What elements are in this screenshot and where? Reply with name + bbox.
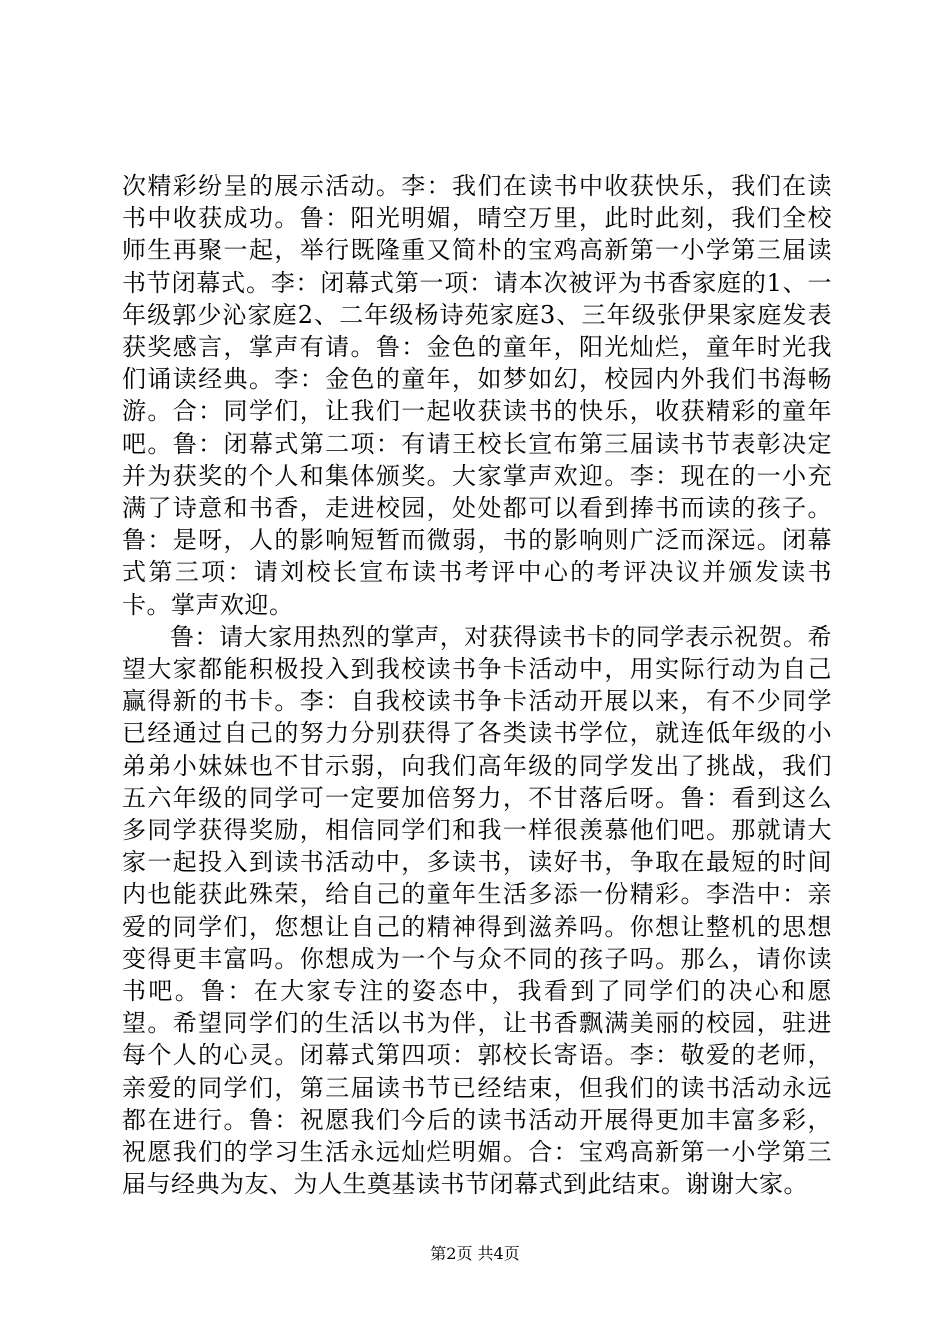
page-number: 第2页 共4页 (430, 1244, 520, 1263)
document-body (122, 170, 832, 1201)
body-paragraph-1: 次精彩纷呈的展示活动。李：我们在读书中收获快乐，我们在读书中收获成功。鲁：阳光明媚，晴空万里，此时此刻，我们全校师生再聚一起，举行既隆重又简朴的宝鸡高新第一小学第三届读书节闭幕式。李：闭幕式第一项：请本次被评为书香家庭的1、一年级郭少沁家庭2、二年级杨诗苑家庭3、三年级张伊果家庭发表获奖感言，掌声有请。鲁：金色的童年，阳光灿烂，童年时光我们诵读经典。李：金色的童年，如梦如幻，校园内外我们书海畅游。合：同学们，让我们一起收获读书的快乐，收获精彩的童年吧。鲁：闭幕式第二项：有请王校长宣布第三届读书节表彰决定并为获奖的个人和集体颁奖。大家掌声欢迎。李：现在的一小充满了诗意和书香，走进校园，处处都可以看到捧书而读的孩子。鲁：是呀，人的影响短暂而微弱，书的影响则广泛而深远。闭幕式第三项：请刘校长宣布读书考评中心的考评决议并颁发读书卡。掌声欢迎。 (122, 172, 832, 619)
body-paragraph-2: 鲁：请大家用热烈的掌声，对获得读书卡的同学表示祝贺。希望大家都能积极投入到我校读书争卡活动中，用实际行动为自己赢得新的书卡。李：自我校读书争卡活动开展以来，有不少同学已经通过自己的努力分别获得了各类读书学位，就连低年级的小弟弟小妹妹也不甘示弱，向我们高年级的同学发出了挑战，我们五六年级的同学可一定要加倍努力，不甘落后呀。鲁：看到这么多同学获得奖励，相信同学们和我一样很羡慕他们吧。那就请大家一起投入到读书活动中，多读书，读好书，争取在最短的时间内也能获此殊荣，给自己的童年生活多添一份精彩。李浩中：亲爱的同学们，您想让自己的精神得到滋养吗。你想让整机的思想变得更丰富吗。你想成为一个与众不同的孩子吗。那么，请你读书吧。鲁：在大家专注的姿态中，我看到了同学们的决心和愿望。希望同学们的生活以书为伴，让书香飘满美丽的校园，驻进每个人的心灵。闭幕式第四项：郭校长寄语。李：敬爱的老师，亲爱的同学们，第三届读书节已经结束，但我们的读书活动永远都在进行。鲁：祝愿我们今后的读书活动开展得更加丰富多彩，祝愿我们的学习生活永远灿烂明媚。合：宝鸡高新第一小学第三届与经典为友、为人生奠基读书节闭幕式到此结束。谢谢大家。 (122, 622, 832, 1199)
page-footer (0, 1244, 950, 1264)
